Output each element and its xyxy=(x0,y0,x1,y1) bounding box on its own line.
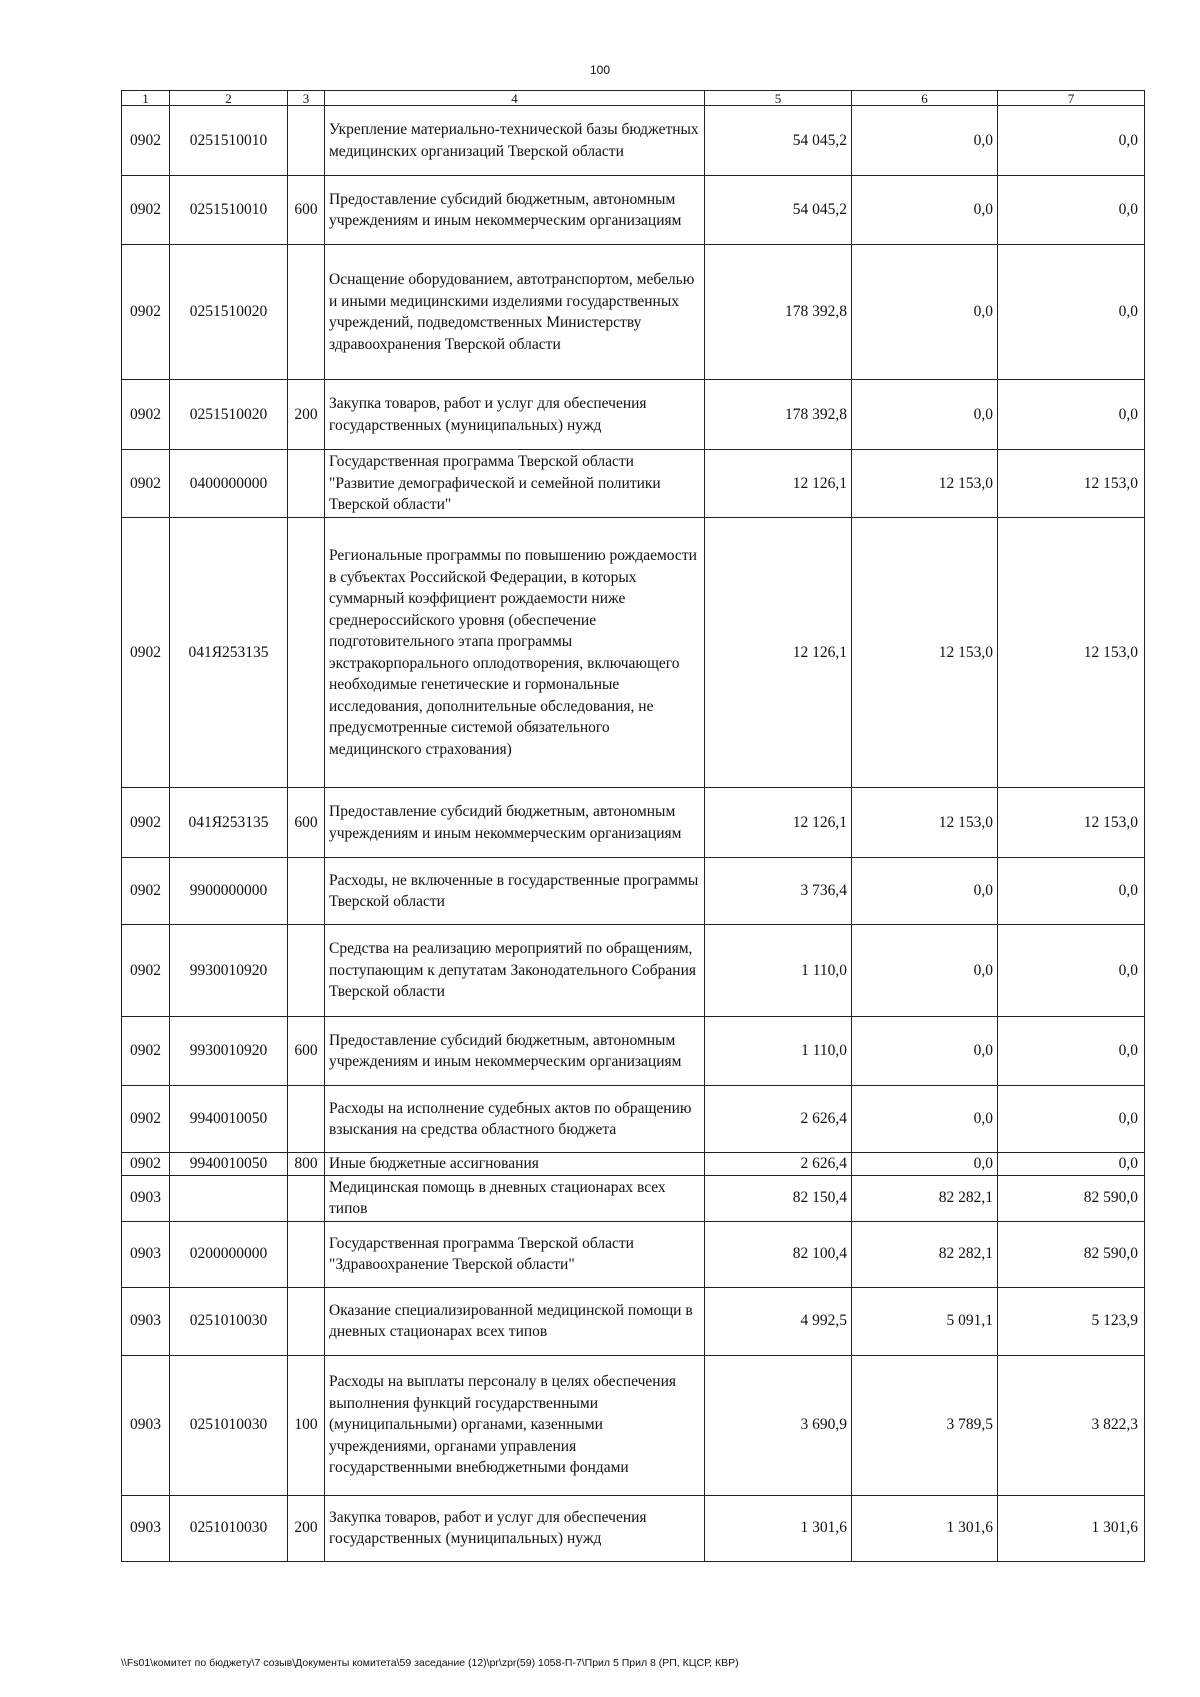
section-code: 0903 xyxy=(122,1287,170,1355)
item-name: Медицинская помощь в дневных стационарах всех типов xyxy=(325,1175,705,1221)
amount-col6: 12 153,0 xyxy=(852,788,998,858)
amount-col6: 0,0 xyxy=(852,106,998,176)
section-code: 0902 xyxy=(122,245,170,380)
expense-type-code: 600 xyxy=(288,1017,325,1086)
page-number: 100 xyxy=(589,63,611,77)
section-code: 0902 xyxy=(122,925,170,1017)
amount-col7: 82 590,0 xyxy=(998,1175,1145,1221)
amount-col7: 0,0 xyxy=(998,1086,1145,1153)
section-code: 0903 xyxy=(122,1355,170,1495)
item-name: Предоставление субсидий бюджетным, автономным учреждениям и иным некоммерческим организациям xyxy=(325,176,705,245)
amount-col7: 0,0 xyxy=(998,380,1145,450)
table-row xyxy=(122,1153,1145,1176)
amount-col5: 12 126,1 xyxy=(705,450,852,518)
amount-col5: 54 045,2 xyxy=(705,106,852,176)
amount-col7: 0,0 xyxy=(998,176,1145,245)
expense-type-code xyxy=(288,245,325,380)
amount-col5: 82 100,4 xyxy=(705,1221,852,1287)
amount-col7: 12 153,0 xyxy=(998,518,1145,788)
table-row xyxy=(122,1221,1145,1287)
item-name: Предоставление субсидий бюджетным, автономным учреждениям и иным некоммерческим организациям xyxy=(325,1017,705,1086)
budget-table xyxy=(121,90,1145,1562)
amount-col5: 12 126,1 xyxy=(705,518,852,788)
item-name: Расходы на исполнение судебных актов по обращению взыскания на средства областного бюджета xyxy=(325,1086,705,1153)
target-article-code: 9900000000 xyxy=(170,858,288,925)
amount-col6: 0,0 xyxy=(852,858,998,925)
item-name: Региональные программы по повышению рождаемости в субъектах Российской Федерации, в которых суммарный коэффициент рождаемости ниже среднероссийского уровня (обеспечение подготовительного этапа программы экстракорпорального оплодотворения, включающего необходимые генетические и гормональные исследования, дополнительные обследования, не предусмотренные системой обязательного медицинского страхования) xyxy=(325,518,705,788)
amount-col6: 82 282,1 xyxy=(852,1221,998,1287)
target-article-code: 0251010030 xyxy=(170,1355,288,1495)
amount-col6: 1 301,6 xyxy=(852,1495,998,1561)
column-header: 3 xyxy=(288,91,325,106)
item-name: Иные бюджетные ассигнования xyxy=(325,1153,705,1176)
table-row xyxy=(122,788,1145,858)
amount-col5: 178 392,8 xyxy=(705,380,852,450)
expense-type-code xyxy=(288,106,325,176)
target-article-code: 0400000000 xyxy=(170,450,288,518)
footer-file-path: \\Fs01\комитет по бюджету\7 созыв\Документы комитета\59 заседание (12)\pr\zpr(59) 1058-П-7\Прил 5 Прил 8 (РП, КЦСР, КВР) xyxy=(121,1657,739,1669)
column-header: 4 xyxy=(325,91,705,106)
amount-col6: 0,0 xyxy=(852,380,998,450)
amount-col5: 178 392,8 xyxy=(705,245,852,380)
amount-col5: 54 045,2 xyxy=(705,176,852,245)
amount-col7: 82 590,0 xyxy=(998,1221,1145,1287)
item-name: Расходы на выплаты персоналу в целях обеспечения выполнения функций государственными (муниципальными) органами, казенными учреждениями, органами управления государственными внебюджетными фондами xyxy=(325,1355,705,1495)
item-name: Предоставление субсидий бюджетным, автономным учреждениям и иным некоммерческим организациям xyxy=(325,788,705,858)
section-code: 0902 xyxy=(122,788,170,858)
table-row xyxy=(122,450,1145,518)
table-row xyxy=(122,1086,1145,1153)
expense-type-code: 200 xyxy=(288,380,325,450)
section-code: 0902 xyxy=(122,858,170,925)
expense-type-code: 600 xyxy=(288,788,325,858)
amount-col6: 82 282,1 xyxy=(852,1175,998,1221)
expense-type-code xyxy=(288,1175,325,1221)
section-code: 0902 xyxy=(122,1086,170,1153)
table-row xyxy=(122,925,1145,1017)
target-article-code: 9930010920 xyxy=(170,1017,288,1086)
section-code: 0903 xyxy=(122,1495,170,1561)
target-article-code: 0251010030 xyxy=(170,1287,288,1355)
amount-col5: 1 301,6 xyxy=(705,1495,852,1561)
table-row xyxy=(122,1017,1145,1086)
item-name: Государственная программа Тверской области "Развитие демографической и семейной политики Тверской области" xyxy=(325,450,705,518)
section-code: 0903 xyxy=(122,1221,170,1287)
amount-col7: 0,0 xyxy=(998,858,1145,925)
amount-col5: 2 626,4 xyxy=(705,1153,852,1176)
section-code: 0902 xyxy=(122,1153,170,1176)
column-header: 6 xyxy=(852,91,998,106)
amount-col7: 0,0 xyxy=(998,245,1145,380)
table-row xyxy=(122,245,1145,380)
amount-col7: 0,0 xyxy=(998,1153,1145,1176)
table-row xyxy=(122,380,1145,450)
amount-col6: 0,0 xyxy=(852,1086,998,1153)
amount-col6: 12 153,0 xyxy=(852,450,998,518)
expense-type-code xyxy=(288,1086,325,1153)
amount-col6: 0,0 xyxy=(852,1153,998,1176)
section-code: 0902 xyxy=(122,450,170,518)
item-name: Государственная программа Тверской области "Здравоохранение Тверской области" xyxy=(325,1221,705,1287)
item-name: Средства на реализацию мероприятий по обращениям, поступающим к депутатам Законодательного Собрания Тверской области xyxy=(325,925,705,1017)
item-name: Закупка товаров, работ и услуг для обеспечения государственных (муниципальных) нужд xyxy=(325,380,705,450)
expense-type-code: 200 xyxy=(288,1495,325,1561)
column-header: 2 xyxy=(170,91,288,106)
amount-col7: 3 822,3 xyxy=(998,1355,1145,1495)
expense-type-code xyxy=(288,518,325,788)
expense-type-code: 100 xyxy=(288,1355,325,1495)
amount-col5: 1 110,0 xyxy=(705,925,852,1017)
table-row xyxy=(122,1175,1145,1221)
amount-col7: 0,0 xyxy=(998,106,1145,176)
expense-type-code xyxy=(288,1287,325,1355)
amount-col6: 0,0 xyxy=(852,1017,998,1086)
amount-col6: 5 091,1 xyxy=(852,1287,998,1355)
amount-col6: 12 153,0 xyxy=(852,518,998,788)
expense-type-code xyxy=(288,858,325,925)
expense-type-code: 800 xyxy=(288,1153,325,1176)
amount-col7: 5 123,9 xyxy=(998,1287,1145,1355)
amount-col7: 0,0 xyxy=(998,1017,1145,1086)
target-article-code: 9940010050 xyxy=(170,1086,288,1153)
amount-col6: 0,0 xyxy=(852,245,998,380)
amount-col5: 2 626,4 xyxy=(705,1086,852,1153)
column-header: 7 xyxy=(998,91,1145,106)
table-row xyxy=(122,1495,1145,1561)
table-row xyxy=(122,1355,1145,1495)
table-row xyxy=(122,518,1145,788)
amount-col5: 12 126,1 xyxy=(705,788,852,858)
amount-col5: 3 736,4 xyxy=(705,858,852,925)
target-article-code xyxy=(170,1175,288,1221)
item-name: Оказание специализированной медицинской помощи в дневных стационарах всех типов xyxy=(325,1287,705,1355)
item-name: Расходы, не включенные в государственные программы Тверской области xyxy=(325,858,705,925)
section-code: 0902 xyxy=(122,176,170,245)
section-code: 0902 xyxy=(122,1017,170,1086)
target-article-code: 0251510010 xyxy=(170,176,288,245)
amount-col6: 0,0 xyxy=(852,176,998,245)
table-row xyxy=(122,176,1145,245)
target-article-code: 0251010030 xyxy=(170,1495,288,1561)
item-name: Оснащение оборудованием, автотранспортом, мебелью и иными медицинскими изделиями государственных учреждений, подведомственных Министерству здравоохранения Тверской области xyxy=(325,245,705,380)
column-number-row xyxy=(122,91,1145,106)
target-article-code: 041Я253135 xyxy=(170,788,288,858)
amount-col5: 1 110,0 xyxy=(705,1017,852,1086)
amount-col5: 82 150,4 xyxy=(705,1175,852,1221)
target-article-code: 9940010050 xyxy=(170,1153,288,1176)
table-row xyxy=(122,1287,1145,1355)
target-article-code: 0251510020 xyxy=(170,245,288,380)
amount-col7: 12 153,0 xyxy=(998,450,1145,518)
target-article-code: 0251510010 xyxy=(170,106,288,176)
amount-col7: 12 153,0 xyxy=(998,788,1145,858)
expense-type-code xyxy=(288,1221,325,1287)
expense-type-code xyxy=(288,925,325,1017)
expense-type-code xyxy=(288,450,325,518)
target-article-code: 041Я253135 xyxy=(170,518,288,788)
item-name: Закупка товаров, работ и услуг для обеспечения государственных (муниципальных) нужд xyxy=(325,1495,705,1561)
section-code: 0902 xyxy=(122,380,170,450)
expense-type-code: 600 xyxy=(288,176,325,245)
item-name: Укрепление материально-технической базы бюджетных медицинских организаций Тверской области xyxy=(325,106,705,176)
amount-col7: 1 301,6 xyxy=(998,1495,1145,1561)
amount-col5: 4 992,5 xyxy=(705,1287,852,1355)
target-article-code: 9930010920 xyxy=(170,925,288,1017)
target-article-code: 0251510020 xyxy=(170,380,288,450)
target-article-code: 0200000000 xyxy=(170,1221,288,1287)
amount-col6: 0,0 xyxy=(852,925,998,1017)
column-header: 1 xyxy=(122,91,170,106)
table-row xyxy=(122,858,1145,925)
amount-col5: 3 690,9 xyxy=(705,1355,852,1495)
amount-col6: 3 789,5 xyxy=(852,1355,998,1495)
section-code: 0903 xyxy=(122,1175,170,1221)
column-header: 5 xyxy=(705,91,852,106)
section-code: 0902 xyxy=(122,518,170,788)
section-code: 0902 xyxy=(122,106,170,176)
table-row xyxy=(122,106,1145,176)
amount-col7: 0,0 xyxy=(998,925,1145,1017)
